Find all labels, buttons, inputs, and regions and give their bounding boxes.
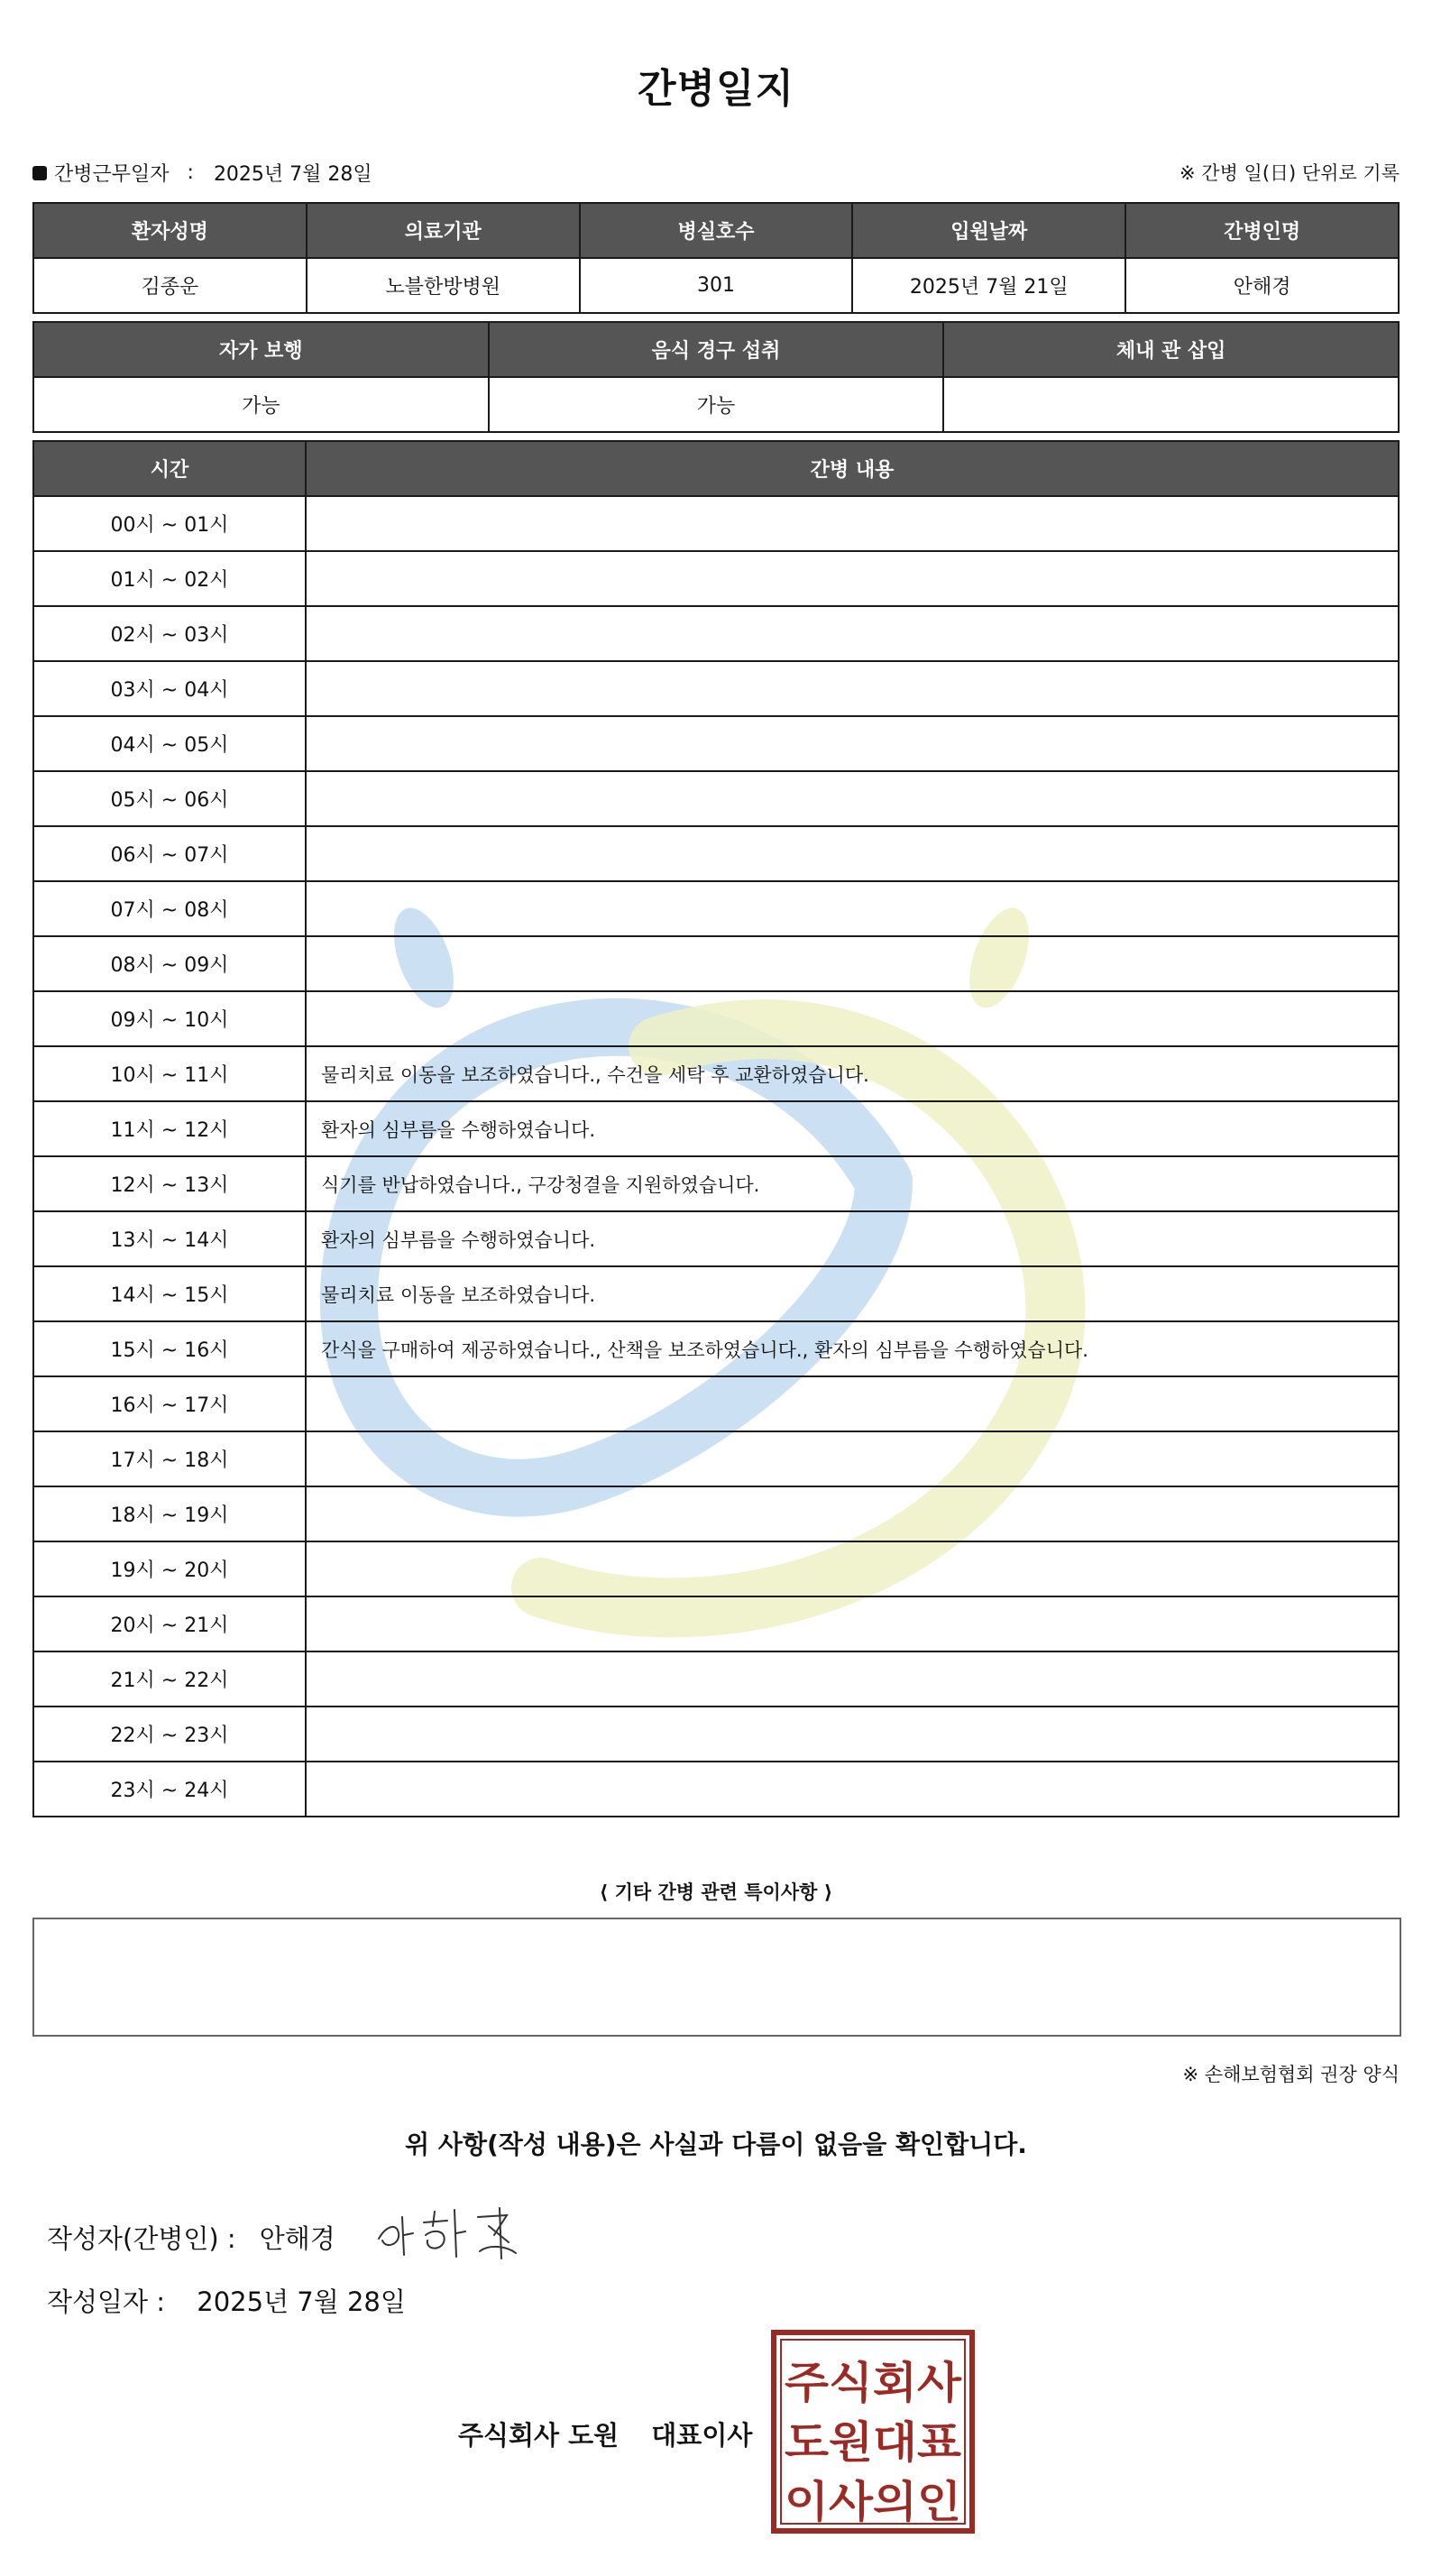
log-content [306,881,1399,936]
log-content [306,936,1399,991]
log-content: 환자의 심부름을 수행하였습니다. [306,1101,1399,1156]
bullet-square-icon [32,166,47,180]
header-room: 병실호수 [580,203,853,258]
page-title: 간병일지 [637,66,794,112]
log-content [306,1486,1399,1541]
log-row [33,606,1399,661]
log-row [33,826,1399,881]
log-content [306,1707,1399,1762]
log-time: 09시 ~ 10시 [33,991,306,1046]
log-content: 물리치료 이동을 보조하였습니다., 수건을 세탁 후 교환하였습니다. [306,1046,1399,1101]
log-row [33,1156,1399,1211]
log-content [306,496,1399,551]
log-content [306,1651,1399,1707]
log-row [33,661,1399,716]
log-time: 13시 ~ 14시 [33,1211,306,1266]
log-time: 20시 ~ 21시 [33,1596,306,1651]
walking-value: 가능 [33,377,489,432]
log-time: 04시 ~ 05시 [33,716,306,771]
log-content [306,1762,1399,1817]
log-content: 환자의 심부름을 수행하였습니다. [306,1211,1399,1266]
seal-line-3: 이사의인 [785,2477,961,2527]
log-time: 12시 ~ 13시 [33,1156,306,1211]
log-row [33,1651,1399,1707]
log-content: 물리치료 이동을 보조하였습니다. [306,1266,1399,1321]
log-header-row [33,441,1399,496]
log-row [33,991,1399,1046]
work-date-colon: : [187,161,194,184]
header-walking: 자가 보행 [33,322,489,377]
writer-label: 작성자(간병인) : [47,2223,236,2254]
log-content: 간식을 구매하여 제공하였습니다., 산책을 보조하였습니다., 환자의 심부름을 수행하였습니다. [306,1321,1399,1376]
status-value-row [33,377,1399,432]
log-content: 식기를 반납하였습니다., 구강청결을 지원하였습니다. [306,1156,1399,1211]
log-row [33,1541,1399,1596]
log-row [33,1211,1399,1266]
log-time: 22시 ~ 23시 [33,1707,306,1762]
log-time: 08시 ~ 09시 [33,936,306,991]
log-time: 11시 ~ 12시 [33,1101,306,1156]
header-patient-name: 환자성명 [33,203,307,258]
log-time: 14시 ~ 15시 [33,1266,306,1321]
header-admission-date: 입원날짜 [852,203,1125,258]
patient-value-row [33,258,1399,313]
patient-info-table [32,202,1400,314]
log-time: 00시 ~ 01시 [33,496,306,551]
work-date-value: 2025년 7월 28일 [213,163,372,186]
form-note: ※ 손해보험협회 권장 양식 [1182,2064,1400,2085]
log-row [33,936,1399,991]
log-row [33,881,1399,936]
log-content [306,606,1399,661]
company-line [458,2415,752,2452]
log-content [306,991,1399,1046]
log-content [306,661,1399,716]
write-date-label: 작성일자 : [47,2286,166,2317]
log-time: 06시 ~ 07시 [33,826,306,881]
log-time: 17시 ~ 18시 [33,1431,306,1486]
log-content [306,1431,1399,1486]
company-seal-stamp [770,2329,976,2535]
log-time: 16시 ~ 17시 [33,1376,306,1431]
log-row [33,1596,1399,1651]
log-row [33,1101,1399,1156]
log-row [33,1486,1399,1541]
write-date-value: 2025년 7월 28일 [197,2286,406,2317]
log-row [33,496,1399,551]
handwritten-signature [372,2199,534,2266]
admission-date: 2025년 7월 21일 [852,258,1125,313]
header-tube: 체내 관 삽입 [943,322,1399,377]
seal-line-2: 도원대표 [785,2417,962,2468]
log-row [33,716,1399,771]
header-hospital: 의료기관 [307,203,580,258]
special-notes-box [32,1918,1401,2037]
log-time: 23시 ~ 24시 [33,1762,306,1817]
header-care-content: 간병 내용 [306,441,1399,496]
log-row [33,1046,1399,1101]
log-time: 19시 ~ 20시 [33,1541,306,1596]
log-row [33,1707,1399,1762]
header-caregiver: 간병인명 [1125,203,1399,258]
status-header-row [33,322,1399,377]
seal-line-1: 주식회사 [785,2358,962,2408]
log-content [306,1541,1399,1596]
log-row [33,1431,1399,1486]
care-log-table [32,440,1400,1817]
log-row [33,1762,1399,1817]
patient-status-table [32,321,1400,433]
work-date-label: 간병근무일자 [54,163,170,186]
patient-name: 김종운 [33,258,307,313]
log-content [306,1376,1399,1431]
log-time: 07시 ~ 08시 [33,881,306,936]
log-time: 10시 ~ 11시 [33,1046,306,1101]
writer-name: 안해경 [259,2223,335,2254]
log-row [33,1266,1399,1321]
room-number: 301 [580,258,853,313]
log-time: 05시 ~ 06시 [33,771,306,826]
log-row [33,1376,1399,1431]
header-oral-intake: 음식 경구 섭취 [489,322,944,377]
log-row [33,1321,1399,1376]
log-content [306,771,1399,826]
log-content [306,716,1399,771]
caregiver-name: 안해경 [1125,258,1399,313]
log-content [306,826,1399,881]
log-time: 15시 ~ 16시 [33,1321,306,1376]
hospital-name: 노블한방병원 [307,258,580,313]
record-note: ※ 간병 일(日) 단위로 기록 [1180,162,1400,184]
log-time: 02시 ~ 03시 [33,606,306,661]
log-time: 03시 ~ 04시 [33,661,306,716]
company-rep: 대표이사 [651,2420,753,2451]
header-time: 시간 [33,441,306,496]
tube-value [943,377,1399,432]
oral-intake-value: 가능 [489,377,944,432]
log-time: 18시 ~ 19시 [33,1486,306,1541]
writer-line [47,2219,335,2256]
patient-header-row [33,203,1399,258]
company-name: 주식회사 도원 [458,2420,620,2451]
confirm-statement: 위 사항(작성 내용)은 사실과 다름이 없음을 확인합니다. [405,2130,1027,2159]
special-notes-title: ⟨ 기타 간병 관련 특이사항 ⟩ [599,1881,833,1903]
log-time: 01시 ~ 02시 [33,551,306,606]
log-content [306,1596,1399,1651]
log-row [33,771,1399,826]
log-content [306,551,1399,606]
log-time: 21시 ~ 22시 [33,1651,306,1707]
work-date [32,159,372,187]
write-date-line [47,2282,406,2319]
log-row [33,551,1399,606]
